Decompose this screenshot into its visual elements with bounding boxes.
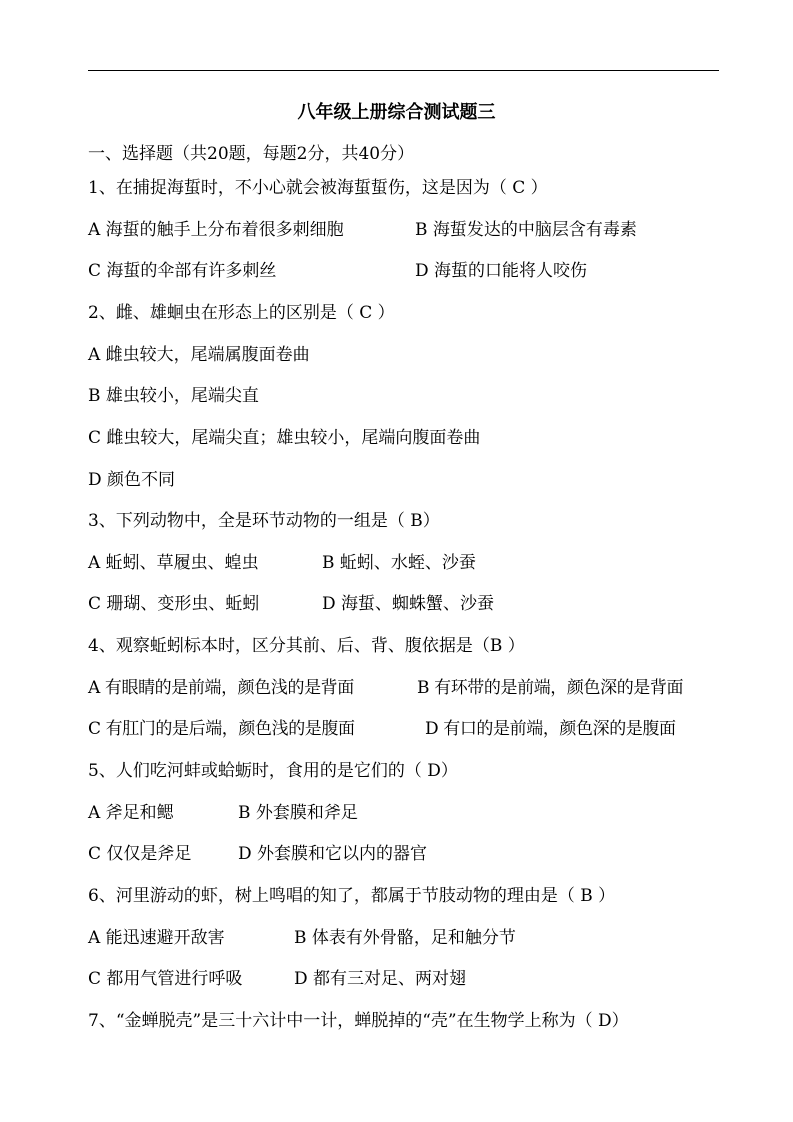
question-1-option-a: A 海蜇的触手上分布着很多刺细胞 [88, 220, 344, 240]
question-4-option-b: B 有环带的是前端，颜色深的是背面 [417, 678, 684, 698]
question-5-option-d: D 外套膜和它以内的器官 [238, 844, 428, 864]
question-5-option-c: C 仅仅是斧足 [88, 844, 192, 864]
question-6-stem: 6、河里游动的虾，树上鸣唱的知了，都属于节肢动物的理由是（ B ） [88, 886, 616, 906]
question-1-stem: 1、在捕捉海蜇时，不小心就会被海蜇蜇伤，这是因为（ C ） [88, 178, 548, 198]
question-1-option-d: D 海蜇的口能将人咬伤 [415, 261, 588, 281]
question-4-stem: 4、观察蚯蚓标本时，区分其前、后、背、腹依据是（B ） [88, 636, 525, 656]
question-5-option-b: B 外套膜和斧足 [238, 803, 358, 823]
question-3-option-a: A 蚯蚓、草履虫、蝗虫 [88, 553, 259, 573]
question-6-option-c: C 都用气管进行呼吸 [88, 969, 243, 989]
question-3-option-c: C 珊瑚、变形虫、蚯蚓 [88, 594, 260, 614]
question-3-stem: 3、下列动物中，全是环节动物的一组是（ B） [88, 511, 440, 531]
question-2-option-d: D 颜色不同 [88, 470, 176, 490]
question-7-stem: 7、“金蝉脱壳”是三十六计中一计，蝉脱掉的“壳”在生物学上称为（ D） [88, 1011, 629, 1031]
question-3-option-b: B 蚯蚓、水蛭、沙蚕 [322, 553, 476, 573]
section-heading: 一、选择题（共20题，每题2分，共40分） [88, 144, 415, 164]
question-4-option-c: C 有肛门的是后端，颜色浅的是腹面 [88, 719, 355, 739]
question-6-option-d: D 都有三对足、两对翅 [294, 969, 467, 989]
question-4-option-a: A 有眼睛的是前端，颜色浅的是背面 [88, 678, 354, 698]
page-title: 八年级上册综合测试题三 [297, 102, 496, 123]
question-6-option-a: A 能迅速避开敌害 [88, 928, 225, 948]
question-6-option-b: B 体表有外骨骼，足和触分节 [294, 928, 516, 948]
question-5-stem: 5、人们吃河蚌或蛤蛎时，食用的是它们的（ D） [88, 761, 458, 781]
question-3-option-d: D 海蜇、蜘蛛蟹、沙蚕 [322, 594, 495, 614]
question-5-option-a: A 斧足和鳃 [88, 803, 174, 823]
question-1-option-b: B 海蜇发达的中脑层含有毒素 [415, 220, 637, 240]
question-1-option-c: C 海蜇的伞部有许多刺丝 [88, 261, 277, 281]
question-2-option-c: C 雌虫较大，尾端尖直；雄虫较小，尾端向腹面卷曲 [88, 428, 481, 448]
question-2-option-a: A 雌虫较大，尾端属腹面卷曲 [88, 345, 310, 365]
header-rule [88, 70, 719, 71]
question-2-option-b: B 雄虫较小，尾端尖直 [88, 386, 259, 406]
question-2-stem: 2、雌、雄蛔虫在形态上的区别是（ C ） [88, 303, 395, 323]
question-4-option-d: D 有口的是前端，颜色深的是腹面 [425, 719, 676, 739]
